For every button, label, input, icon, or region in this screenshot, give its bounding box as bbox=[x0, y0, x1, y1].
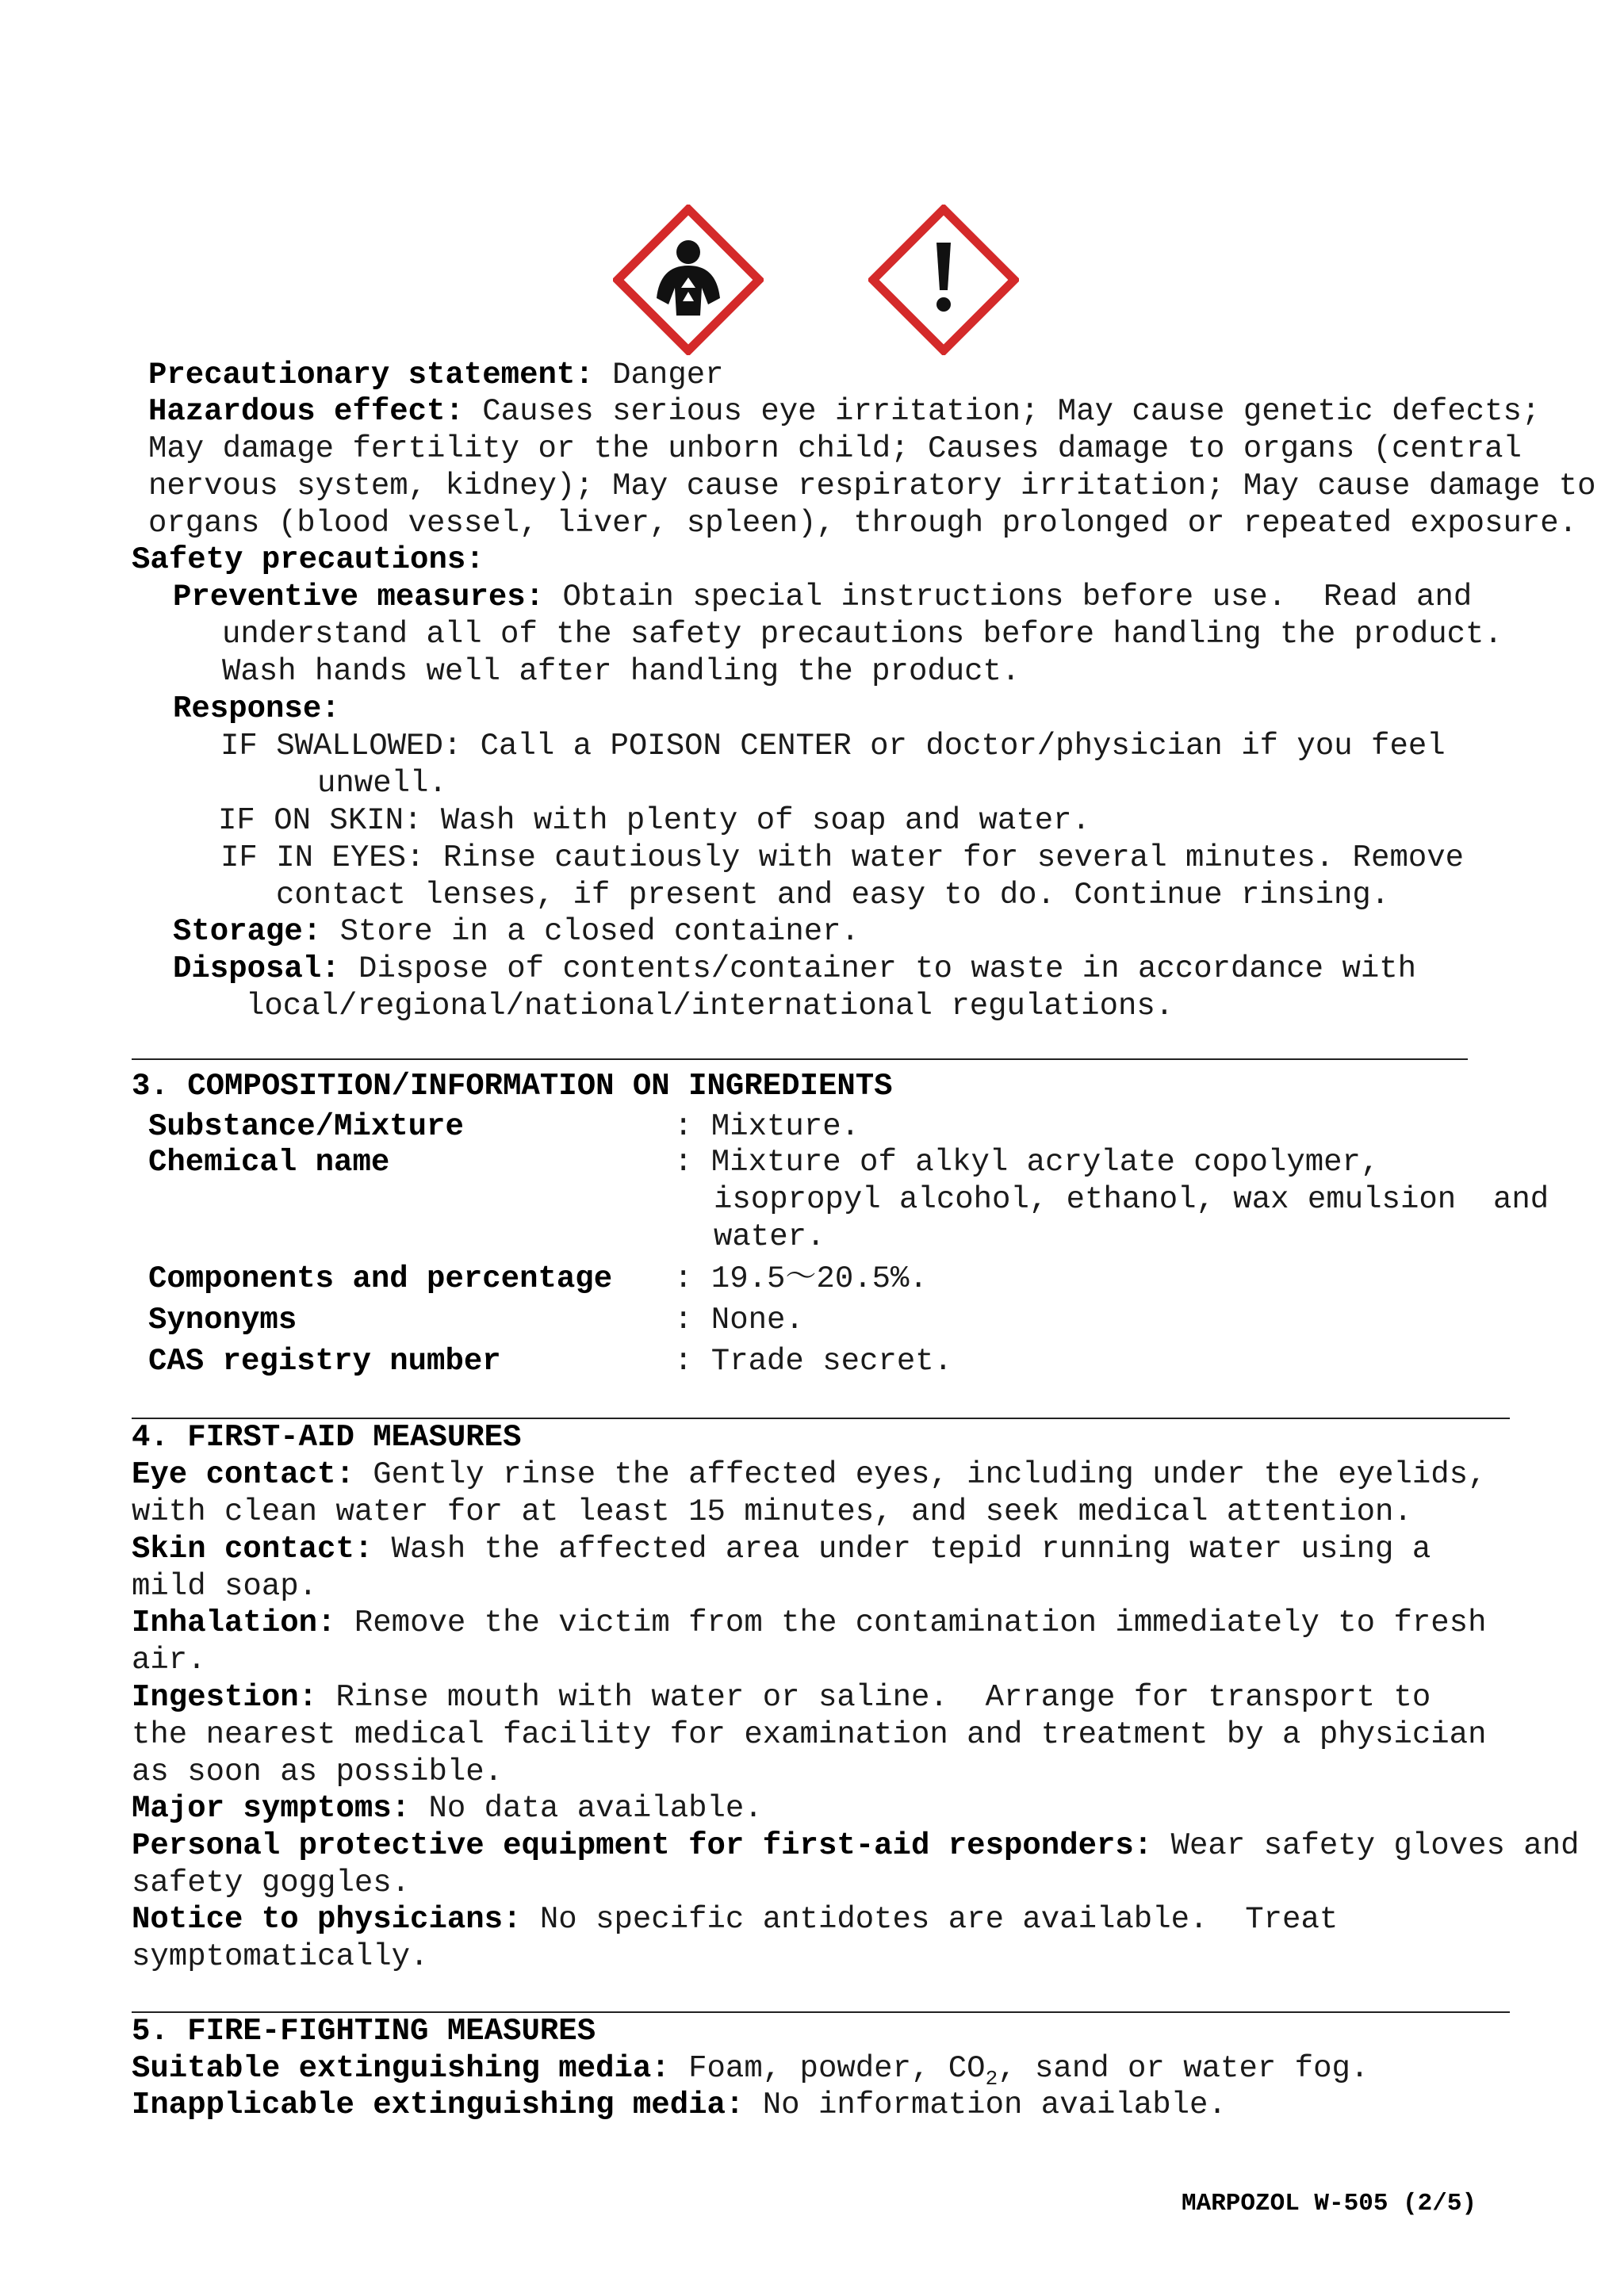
eye-contact bbox=[132, 1456, 1487, 1493]
preventive-line: Obtain special instructions before use. Read and bbox=[544, 580, 1473, 614]
disposal-line: local/regional/national/international regulations. bbox=[246, 989, 1174, 1024]
preventive-line: understand all of the safety precautions before handling the product. bbox=[222, 617, 1503, 652]
notice-to-physicians-label: Notice to physicians: bbox=[132, 1902, 522, 1937]
major-symptoms bbox=[132, 1790, 763, 1827]
disposal bbox=[173, 951, 1416, 987]
inhalation bbox=[132, 1605, 1487, 1641]
components-percentage-label: Components and percentage bbox=[148, 1261, 613, 1296]
suitable-extinguishing-media bbox=[132, 2050, 1369, 2089]
ppe-line: Wear safety gloves and bbox=[1152, 1828, 1580, 1863]
inapplicable-media-label: Inapplicable extinguishing media: bbox=[132, 2087, 745, 2122]
disposal-line: Dispose of contents/container to waste in accordance with bbox=[339, 951, 1417, 986]
response-line: contact lenses, if present and easy to do. Continue rinsing. bbox=[276, 878, 1390, 913]
storage-value: Store in a closed container. bbox=[321, 914, 860, 949]
hazardous-effect bbox=[148, 393, 1540, 430]
inhalation-line: air. bbox=[132, 1643, 206, 1678]
major-symptoms-label: Major symptoms: bbox=[132, 1791, 411, 1826]
suitable-media-value: Foam, powder, CO bbox=[669, 2051, 986, 2086]
hazardous-effect-line: May damage fertility or the unborn child; Causes damage to organs (central bbox=[148, 431, 1522, 466]
cas-number-value: : Trade secret. bbox=[674, 1344, 953, 1379]
response-line: IF ON SKIN: Wash with plenty of soap and water. bbox=[218, 803, 1090, 838]
disposal-label: Disposal: bbox=[173, 951, 340, 986]
hazardous-effect-label: Hazardous effect: bbox=[148, 394, 464, 429]
health-hazard-icon bbox=[613, 205, 764, 355]
substance-mixture-value: : Mixture. bbox=[674, 1109, 860, 1144]
eye-contact-label: Eye contact: bbox=[132, 1457, 354, 1492]
suitable-media-value-end: , sand or water fog. bbox=[998, 2051, 1369, 2086]
exclamation-mark-icon bbox=[868, 205, 1019, 355]
ingestion-line: Rinse mouth with water or saline. Arrange for transport to bbox=[317, 1680, 1431, 1715]
inhalation-label: Inhalation: bbox=[132, 1605, 336, 1640]
precautionary-statement-label: Precautionary statement: bbox=[148, 358, 594, 392]
response-line: unwell. bbox=[317, 766, 447, 801]
ppe-label: Personal protective equipment for first-aid responders: bbox=[132, 1828, 1153, 1863]
ingestion-line: as soon as possible. bbox=[132, 1755, 504, 1789]
major-symptoms-value: No data available. bbox=[410, 1791, 763, 1826]
hazardous-effect-line: nervous system, kidney); May cause respiratory irritation; May cause damage to bbox=[148, 469, 1596, 503]
section-5-heading: 5. FIRE-FIGHTING MEASURES bbox=[132, 2014, 596, 2049]
chemical-name-value: : Mixture of alkyl acrylate copolymer, bbox=[674, 1145, 1380, 1180]
chemical-name-label: Chemical name bbox=[148, 1145, 390, 1180]
ingestion bbox=[132, 1679, 1431, 1716]
synonyms-value: : None. bbox=[674, 1303, 804, 1337]
ingestion-line: the nearest medical facility for examination and treatment by a physician bbox=[132, 1717, 1487, 1752]
suitable-media-label: Suitable extinguishing media: bbox=[132, 2051, 670, 2086]
storage-label: Storage: bbox=[173, 914, 322, 949]
substance-mixture-label: Substance/Mixture bbox=[148, 1109, 464, 1144]
storage bbox=[173, 913, 860, 950]
page-footer: MARPOZOL W-505 (2/5) bbox=[1182, 2190, 1477, 2218]
eye-contact-line: Gently rinse the affected eyes, including under the eyelids, bbox=[354, 1457, 1487, 1492]
safety-precautions-label: Safety precautions: bbox=[132, 542, 485, 577]
response-line: IF SWALLOWED: Call a POISON CENTER or doctor/physician if you feel bbox=[220, 729, 1446, 763]
synonyms-label: Synonyms bbox=[148, 1303, 297, 1337]
inhalation-line: Remove the victim from the contamination immediately to fresh bbox=[335, 1605, 1487, 1640]
notice-to-physicians bbox=[132, 1901, 1338, 1938]
skin-contact-label: Skin contact: bbox=[132, 1532, 373, 1567]
response-line: IF IN EYES: Rinse cautiously with water for several minutes. Remove bbox=[220, 840, 1465, 875]
cas-number-label: CAS registry number bbox=[148, 1344, 501, 1379]
hazardous-effect-line: organs (blood vessel, liver, spleen), through prolonged or repeated exposure. bbox=[148, 506, 1578, 541]
chemical-name-value: water. bbox=[714, 1219, 825, 1254]
precautionary-statement bbox=[148, 357, 724, 393]
chemical-name-value: isopropyl alcohol, ethanol, wax emulsion and bbox=[714, 1182, 1549, 1217]
response-label: Response: bbox=[173, 691, 340, 726]
eye-contact-line: with clean water for at least 15 minutes, and seek medical attention. bbox=[132, 1494, 1412, 1529]
section-3-heading: 3. COMPOSITION/INFORMATION ON INGREDIENTS bbox=[132, 1069, 893, 1104]
ppe bbox=[132, 1827, 1580, 1864]
skin-contact-line: mild soap. bbox=[132, 1569, 318, 1604]
section-divider bbox=[132, 1058, 1468, 1060]
inapplicable-extinguishing-media bbox=[132, 2087, 1227, 2123]
ppe-line: safety goggles. bbox=[132, 1866, 411, 1900]
notice-line: symptomatically. bbox=[132, 1939, 429, 1974]
co2-subscript: 2 bbox=[985, 2067, 998, 2091]
inapplicable-media-value: No information available. bbox=[744, 2087, 1227, 2122]
skin-contact bbox=[132, 1531, 1431, 1567]
notice-line: No specific antidotes are available. Treat bbox=[521, 1902, 1339, 1937]
ingestion-label: Ingestion: bbox=[132, 1680, 318, 1715]
section-4-heading: 4. FIRST-AID MEASURES bbox=[132, 1420, 522, 1455]
hazardous-effect-line: Causes serious eye irritation; May cause genetic defects; bbox=[463, 394, 1541, 429]
preventive-line: Wash hands well after handling the product. bbox=[222, 654, 1021, 689]
preventive-measures bbox=[173, 579, 1472, 615]
preventive-measures-label: Preventive measures: bbox=[173, 580, 545, 614]
skin-contact-line: Wash the affected area under tepid running water using a bbox=[373, 1532, 1431, 1567]
precautionary-statement-value: Danger bbox=[593, 358, 724, 392]
components-percentage-value: : 19.5～20.5%. bbox=[674, 1261, 928, 1296]
